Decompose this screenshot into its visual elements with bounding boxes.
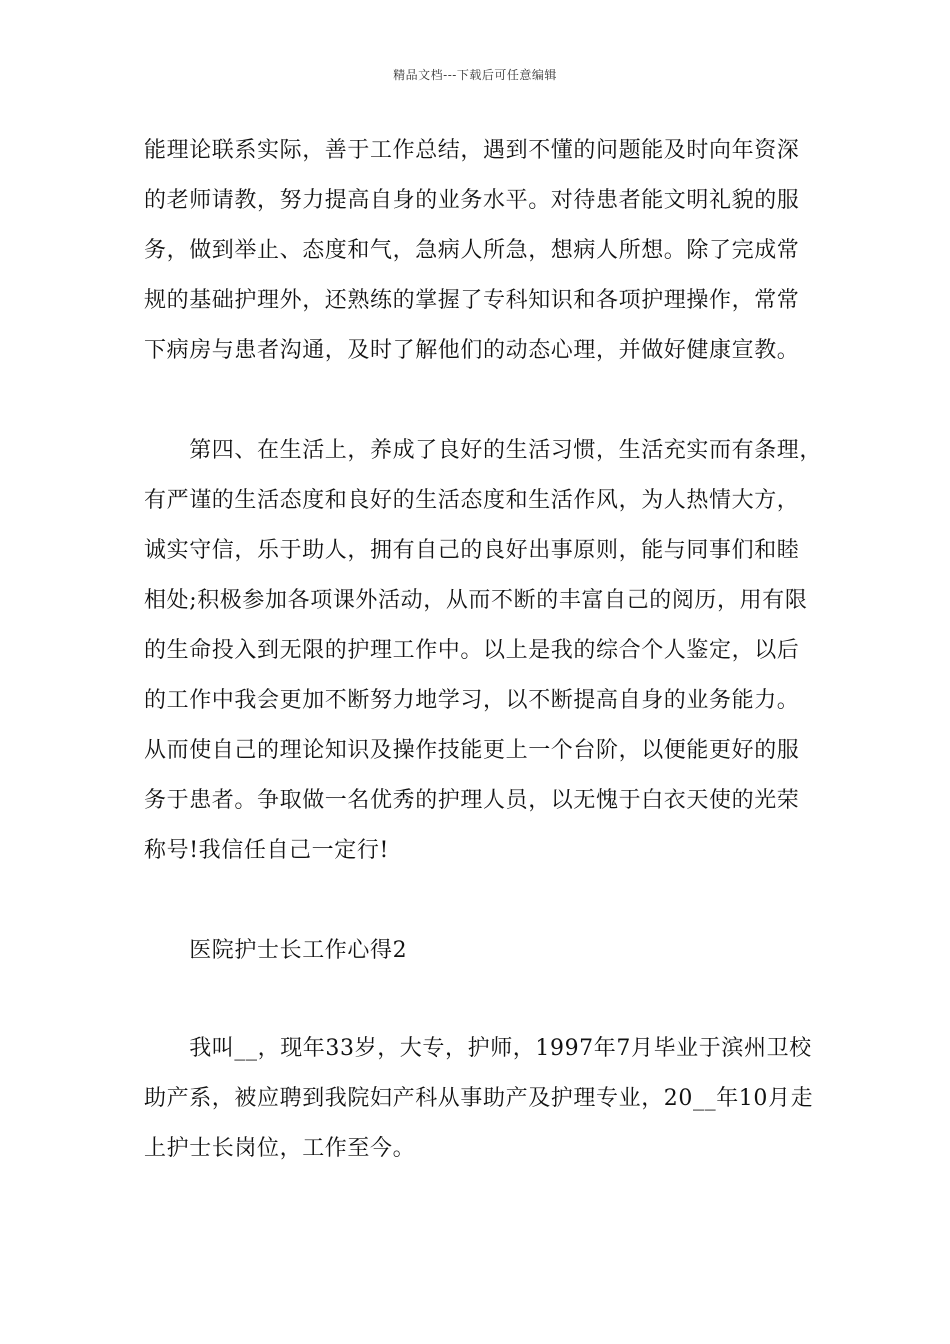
text-line: 务，做到举止、态度和气，急病人所急，想病人所想。除了完成常 (144, 238, 800, 263)
text-line: 称号!我信任自己一定行! (144, 838, 389, 863)
text-line: 的工作中我会更加不断努力地学习，以不断提高自身的业务能力。 (144, 688, 800, 713)
text-line: 从而使自己的理论知识及操作技能更上一个台阶，以便能更好的服 (144, 738, 800, 763)
text-line: 务于患者。争取做一名优秀的护理人员，以无愧于白衣天使的光荣 (144, 788, 800, 813)
text-line: 我叫__，现年33岁，大专，护师，1997年7月毕业于滨州卫校 (144, 1036, 812, 1061)
text-line: 相处;积极参加各项课外活动，从而不断的丰富自己的阅历，用有限 (144, 588, 808, 613)
text-line: 能理论联系实际，善于工作总结，遇到不懂的问题能及时向年资深 (144, 138, 800, 163)
section-heading (144, 926, 808, 976)
text-line: 有严谨的生活态度和良好的生活态度和生活作风，为人热情大方， (144, 488, 800, 513)
text-line: 的老师请教，努力提高自身的业务水平。对待患者能文明礼貌的服 (144, 188, 800, 213)
paragraph (144, 1024, 814, 1174)
text-line: 助产系，被应聘到我院妇产科从事助产及护理专业，20__年10月走 (144, 1086, 814, 1111)
text-line: 下病房与患者沟通，及时了解他们的动态心理，并做好健康宣教。 (144, 338, 800, 363)
heading-line: 医院护士长工作心得2 (144, 938, 408, 963)
text-line: 上护士长岗位，工作至今。 (144, 1136, 416, 1161)
text-line: 第四、在生活上，养成了良好的生活习惯，生活充实而有条理， (144, 438, 823, 463)
paragraph (144, 426, 823, 876)
text-line: 规的基础护理外，还熟练的掌握了专科知识和各项护理操作，常常 (144, 288, 800, 313)
page-header: 精品文档---下载后可任意编辑 (393, 68, 557, 82)
text-line: 诚实守信，乐于助人，拥有自己的良好出事原则，能与同事们和睦 (144, 538, 800, 563)
paragraph (144, 126, 808, 376)
text-line: 的生命投入到无限的护理工作中。以上是我的综合个人鉴定，以后 (144, 638, 800, 663)
